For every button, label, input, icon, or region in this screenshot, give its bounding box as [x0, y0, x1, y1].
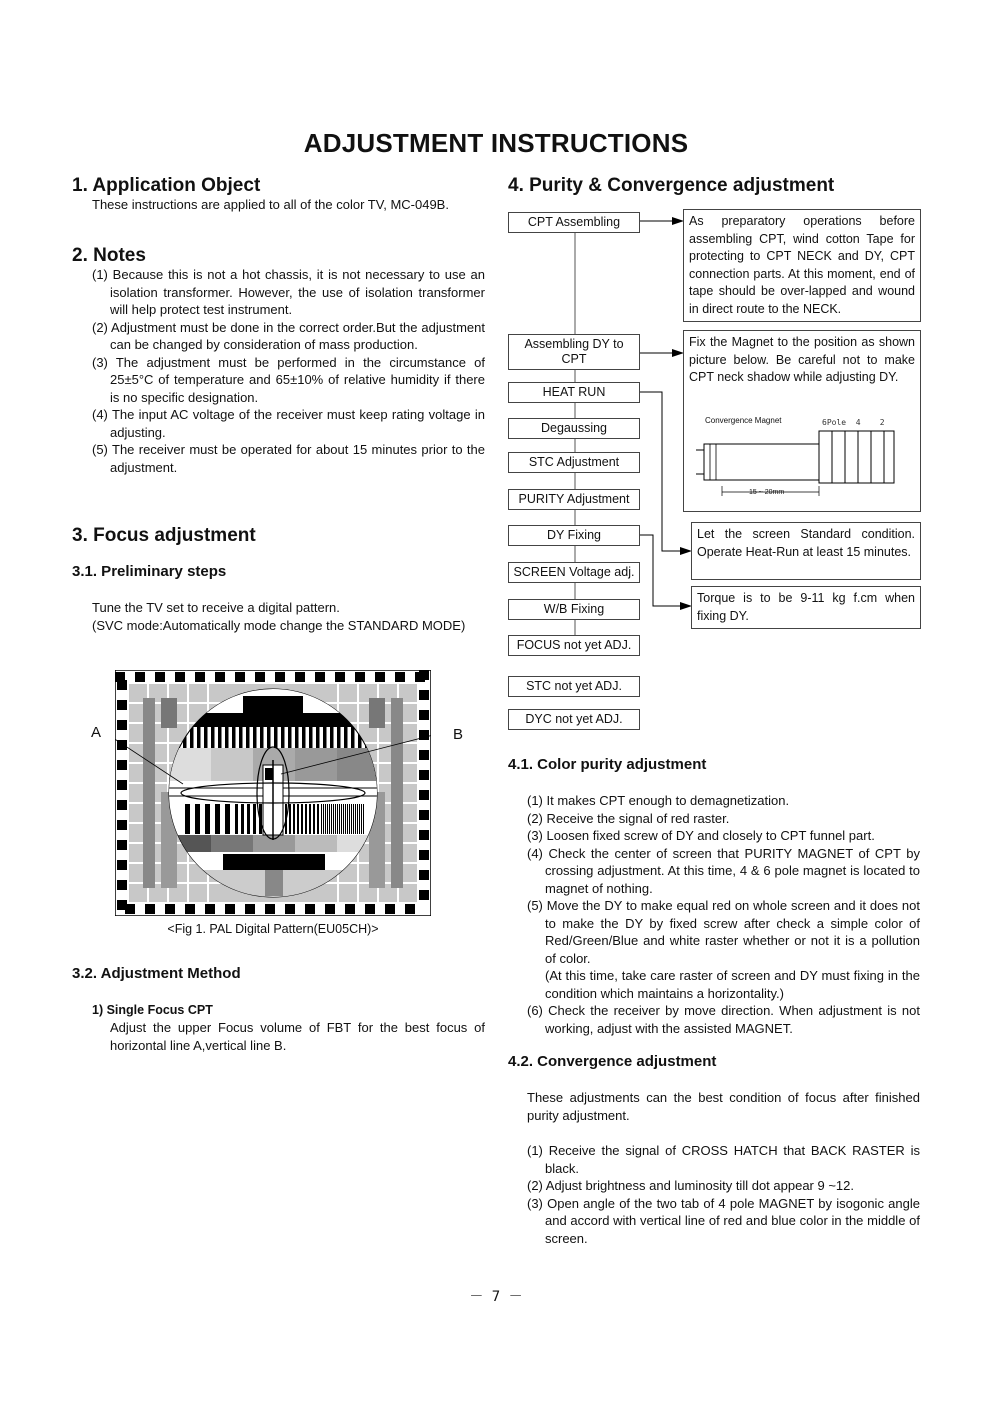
purity-item: (1) It makes CPT enough to demagnetization.	[527, 793, 790, 808]
notes-list	[92, 266, 485, 476]
section-4-2-heading: 4.2. Convergence adjustment	[508, 1053, 717, 1070]
flow-step-focus: FOCUS not yet ADJ.	[508, 635, 640, 656]
page-title: ADJUSTMENT INSTRUCTIONS	[303, 128, 689, 158]
magnet-label: Convergence Magnet	[705, 416, 782, 425]
note-dy-torque: Torque is to be 9-11 kg f.cm when fixing DY.	[691, 586, 921, 629]
label-b: B	[453, 726, 464, 743]
pal-digital-pattern-figure	[115, 670, 431, 921]
note-item: (2) Adjustment must be done in the correct order.But the adjustment can be changed by consideration of mass production.	[92, 319, 485, 352]
section-1-heading: 1. Application Object	[72, 175, 261, 196]
flow-step-stc: STC not yet ADJ.	[508, 676, 640, 697]
method-text: Adjust the upper Focus volume of FBT for the best focus of horizontal line A,vertical line B.	[110, 1020, 485, 1053]
section-1-text: These instructions are applied to all of the color TV, MC-049B.	[92, 197, 449, 212]
label-a: A	[91, 724, 102, 741]
note-item: (3) The adjustment must be performed in the circumstance of 25±5°C of temperature and 65±10% of relative humidity if there is no specific designation.	[92, 354, 485, 405]
convergence-item: (1) Receive the signal of CROSS HATCH that BACK RASTER is black.	[527, 1143, 920, 1176]
purity-item: (5) Move the DY to make equal red on whole screen and it does not to make the DY by fixed screw after check a simple color of Red/Green/Blue and white raster whether or not it is a pollution of color.	[527, 898, 920, 966]
note-tape-preparation: As preparatory operations before assembling CPT, wind cotton Tape for protecting to CPT NECK and DY, CPT connection parts. At this moment, end of tape should be over-lapped and wound in direct route to the NECK.	[683, 209, 921, 322]
section-4-heading: 4. Purity & Convergence adjustment	[508, 175, 835, 196]
purity-note: (At this time, take care raster of screen and DY must fixing in the condition which maintains a horizontality.)	[545, 968, 920, 1001]
pole-label: 6Pole 4 2	[822, 418, 885, 427]
purity-item: (6) Check the receiver by move direction. When adjustment is not working, adjust with the assisted MAGNET.	[527, 1003, 920, 1036]
section-3-heading: 3. Focus adjustment	[72, 525, 256, 546]
preliminary-line-2: (SVC mode:Automatically mode change the STANDARD MODE)	[92, 617, 466, 633]
preliminary-line-1: Tune the TV set to receive a digital pattern.	[92, 600, 340, 615]
purity-item: (4) Check the center of screen that PURITY MAGNET of CPT by crossing adjustment. At this time, 4 & 6 pole magnet is located to magnet of nothing.	[527, 845, 920, 896]
flow-step-dy-fixing: DY Fixing	[508, 525, 640, 546]
note-item: (1) Because this is not a hot chassis, it is not necessary to use an isolation transformer. However, the use of isolation transformer will help protect test instrument.	[92, 267, 485, 317]
convergence-intro: These adjustments can the best condition of focus after finished purity adjustment.	[527, 1090, 920, 1123]
section-2-heading: 2. Notes	[72, 245, 146, 266]
flow-step-wb-fixing: W/B Fixing	[508, 599, 640, 620]
convergence-item: (2) Adjust brightness and luminosity till dot appear 9 ~12.	[527, 1178, 854, 1193]
flow-step-degaussing: Degaussing	[508, 418, 640, 439]
page-number: － 7 －	[469, 1289, 523, 1305]
convergence-list	[527, 1142, 920, 1247]
flow-step-cpt-assembling: CPT Assembling	[508, 212, 640, 233]
note-heat-run: Let the screen Standard condition. Operate Heat-Run at least 15 minutes.	[691, 522, 921, 580]
convergence-item: (3) Open angle of the two tab of 4 pole MAGNET by isogonic angle and accord with vertical line of red and blue color in the middle of screen.	[527, 1195, 920, 1246]
section-4-1-heading: 4.1. Color purity adjustment	[508, 756, 707, 773]
convergence-magnet-diagram	[696, 420, 916, 504]
section-3-1-heading: 3.1. Preliminary steps	[72, 563, 227, 580]
flow-step-dyc: DYC not yet ADJ.	[508, 709, 640, 730]
method-title: 1) Single Focus CPT	[92, 1003, 213, 1017]
purity-item: (3) Loosen fixed screw of DY and closely to CPT funnel part.	[527, 828, 875, 843]
preliminary-text	[92, 599, 485, 634]
test-pattern-image	[115, 670, 431, 916]
note-magnet-text: Fix the Magnet to the position as shown picture below. Be careful not to make CPT neck shadow while adjusting DY.	[689, 335, 915, 384]
section-3-2-heading: 3.2. Adjustment Method	[72, 965, 241, 982]
purity-list	[527, 792, 920, 1037]
flow-step-assembling-dy: Assembling DY to CPT	[508, 334, 640, 370]
figure-caption: <Fig 1. PAL Digital Pattern(EU05CH)>	[167, 922, 379, 936]
flow-step-screen-voltage: SCREEN Voltage adj.	[508, 562, 640, 583]
note-item: (5) The receiver must be operated for about 15 minutes prior to the adjustment.	[92, 442, 485, 475]
flow-step-stc-adjustment: STC Adjustment	[508, 452, 640, 473]
flow-step-heat-run: HEAT RUN	[508, 382, 640, 403]
dimension-label: 15 ~ 20mm	[749, 489, 785, 496]
flow-step-purity-adjustment: PURITY Adjustment	[508, 489, 640, 510]
purity-item: (2) Receive the signal of red raster.	[527, 810, 730, 826]
note-item: (4) The input AC voltage of the receiver must keep rating voltage in adjusting.	[92, 407, 485, 440]
